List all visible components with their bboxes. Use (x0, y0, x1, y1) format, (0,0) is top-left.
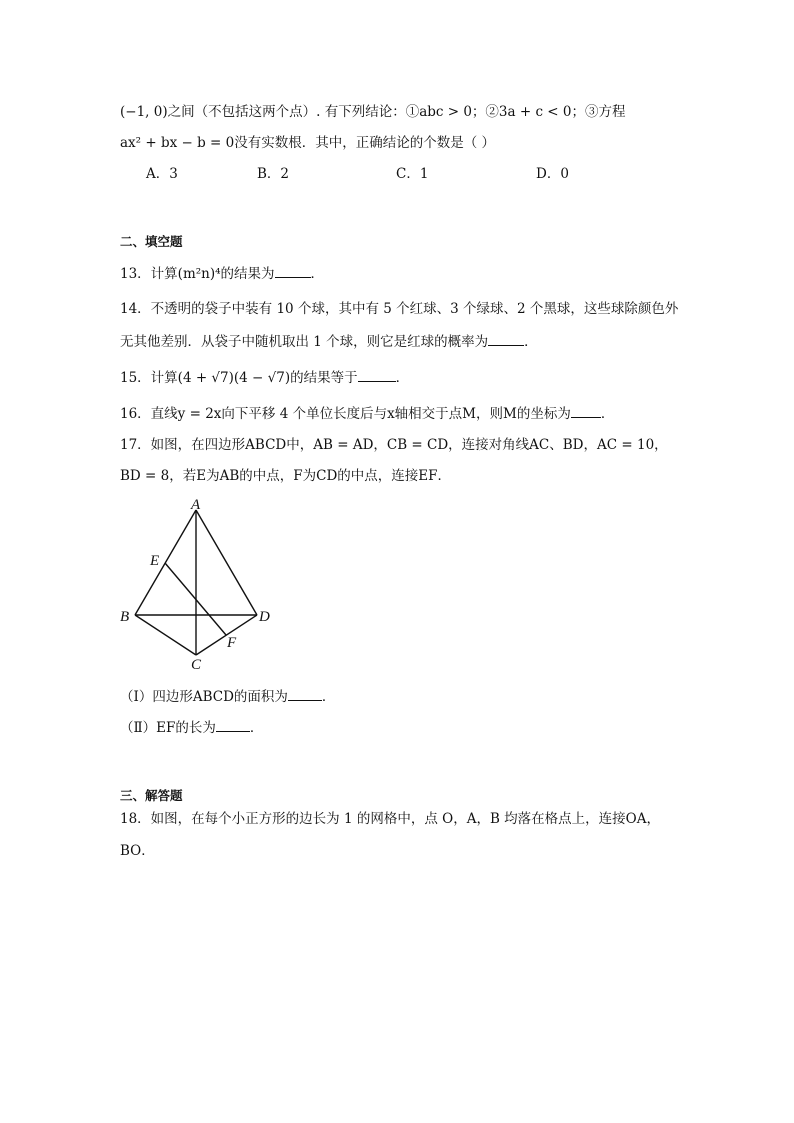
label-d: D (259, 609, 270, 625)
question-14-line2 (120, 332, 538, 351)
quadrilateral-figure (115, 495, 285, 675)
period: ． (395, 370, 410, 386)
label-c: C (191, 657, 202, 673)
question-12-continuation: (−1, 0)之间（不包括这两个点）. 有下列结论：①abc > 0；②3a + c < 0；③方程 (120, 104, 626, 120)
period: ． (249, 720, 264, 736)
question-17-part2 (120, 718, 263, 737)
question-17-line1: 17．如图，在四边形ABCD中，AB = AD，CB = CD，连接对角线AC、BD，AC = 10， (120, 437, 668, 453)
question-18-line1: 18．如图，在每个小正方形的边长为 1 的网格中，点 O，A，B 均落在格点上，连接OA， (120, 811, 660, 827)
answer-blank (275, 264, 311, 278)
edge-bc (135, 615, 196, 655)
period: ． (600, 406, 615, 422)
edge-ad (196, 510, 257, 615)
answer-blank (488, 332, 524, 346)
question-17-line2: BD = 8，若E为AB的中点，F为CD的中点，连接EF． (120, 468, 451, 484)
question-15 (120, 368, 409, 387)
label-e: E (150, 553, 160, 569)
option-a: A．3 (146, 166, 178, 182)
question-17-part1 (120, 687, 335, 706)
answer-blank (216, 718, 250, 732)
question-15-text: 15．计算(4 + √7)(4 − √7)的结果等于 (120, 370, 358, 386)
label-b: B (120, 609, 130, 625)
question-14-text: 无其他差别．从袋子中随机取出 1 个球，则它是红球的概率为 (120, 334, 489, 350)
question-16-text: 16．直线y = 2x向下平移 4 个单位长度后与x轴相交于点M，则M的坐标为 (120, 406, 571, 422)
question-13-text: 13．计算(m²n)⁴的结果为 (120, 266, 275, 282)
part1-text: （Ⅰ）四边形ABCD的面积为 (120, 689, 288, 705)
section-title-fill-blank: 二、填空题 (120, 234, 183, 249)
question-18-line2: BO． (120, 843, 155, 859)
question-16 (120, 404, 614, 423)
option-d: D．0 (536, 166, 569, 182)
question-12-ask: ax² + bx − b = 0没有实数根．其中，正确结论的个数是（ ） (120, 135, 496, 151)
option-c: C．1 (396, 166, 429, 182)
option-b: B．2 (257, 166, 290, 182)
label-f: F (227, 635, 237, 651)
answer-blank (288, 687, 322, 701)
question-14-line1: 14．不透明的袋子中装有 10 个球，其中有 5 个红球、3 个绿球、2 个黑球，这些球除颜色外 (120, 301, 679, 317)
label-a: A (191, 497, 201, 513)
part2-text: （Ⅱ）EF的长为 (120, 720, 216, 736)
period: ． (321, 689, 336, 705)
edge-ab (135, 510, 196, 615)
section-title-solve: 三、解答题 (120, 788, 183, 803)
question-13 (120, 264, 324, 283)
period: ． (524, 334, 538, 350)
answer-blank (571, 404, 601, 418)
period: ． (310, 266, 325, 282)
answer-blank (358, 368, 396, 382)
